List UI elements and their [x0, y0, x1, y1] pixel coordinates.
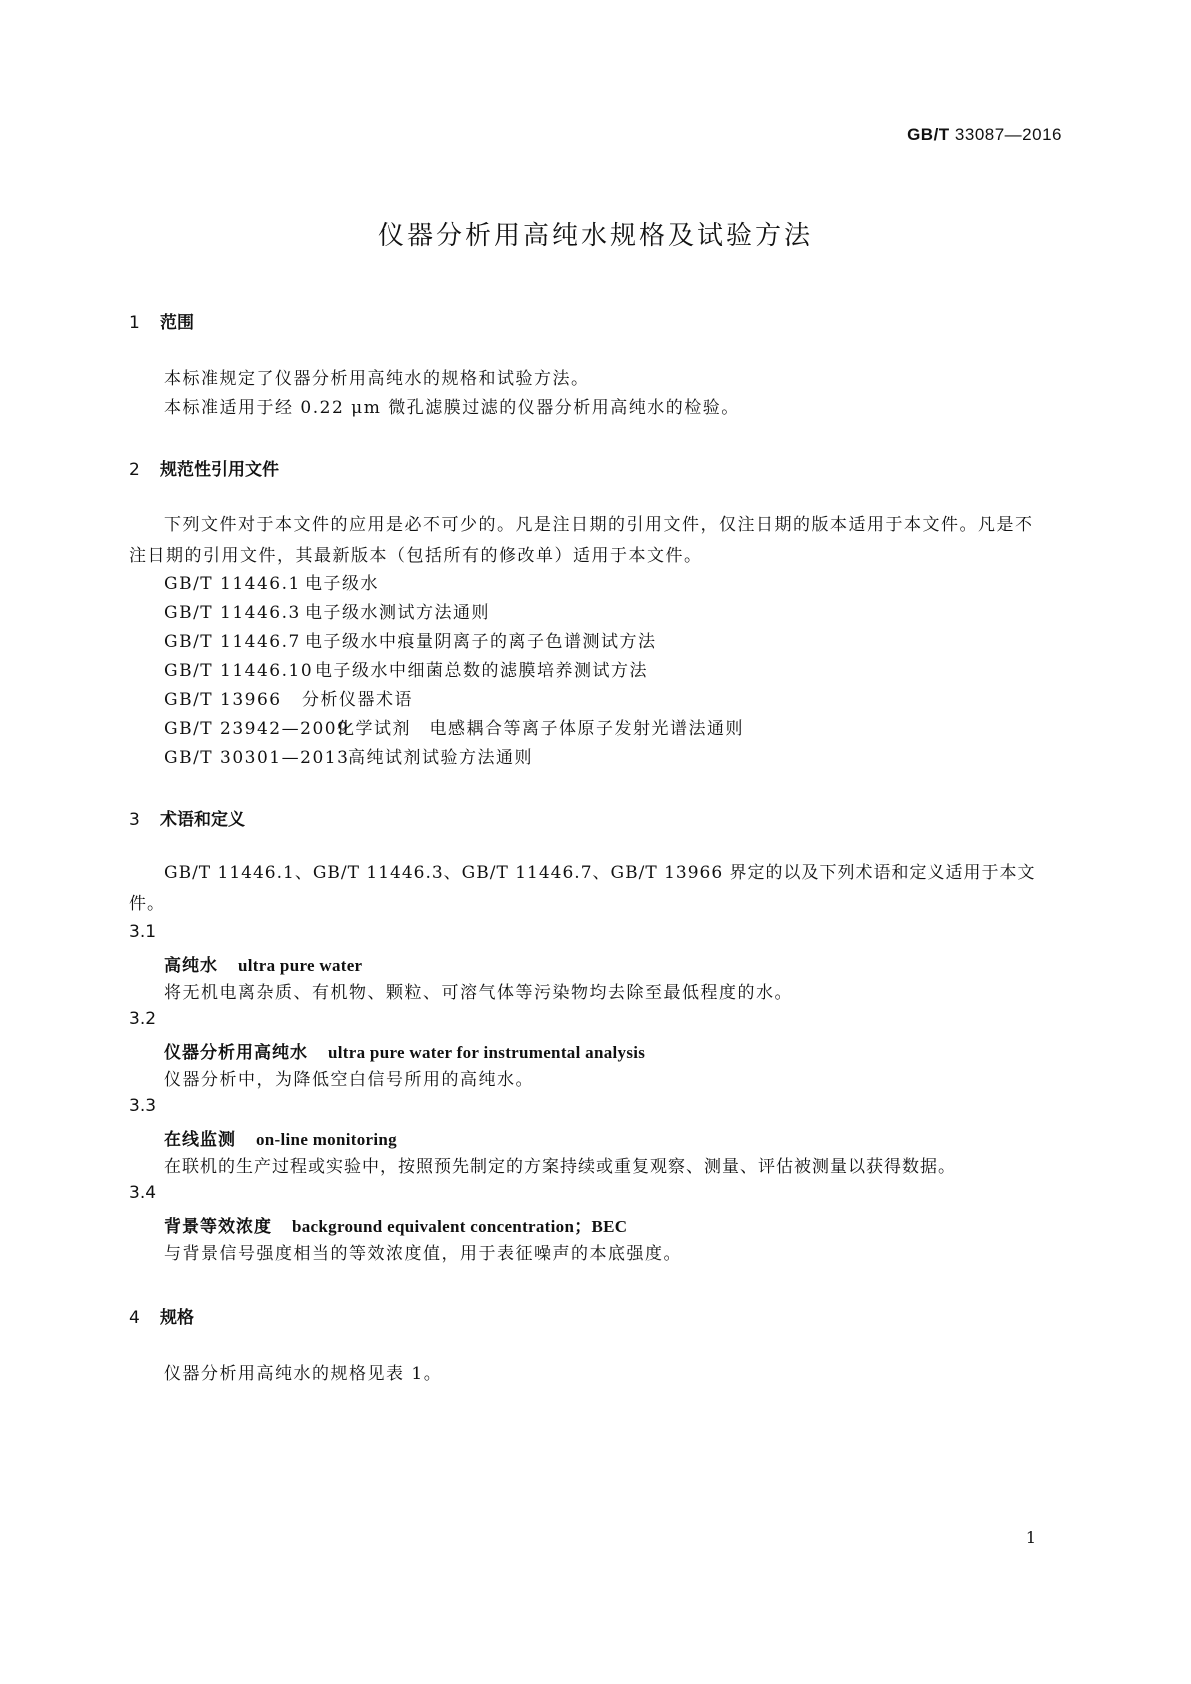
section-title: 规范性引用文件	[160, 460, 279, 480]
spec-para: 仪器分析用高纯水的规格见表 1。	[164, 1364, 443, 1384]
section-3-heading	[129, 805, 245, 830]
section-title: 术语和定义	[160, 810, 245, 830]
section-number: 2	[129, 460, 140, 480]
standard-code-number: 33087—2016	[954, 125, 1062, 144]
term-chinese: 高纯水	[164, 956, 218, 976]
reference-title: 电子级水中痕量阴离子的离子色谱测试方法	[305, 632, 657, 652]
section-number: 3	[129, 810, 140, 830]
reference-code: GB/T 11446.3	[164, 603, 301, 623]
section-number: 4	[129, 1308, 140, 1328]
reference-code: GB/T 30301—2013	[164, 748, 350, 768]
term-english: ultra pure water for instrumental analysis	[328, 1043, 646, 1062]
clause-number: 3.2	[129, 1009, 157, 1029]
term-english: background equivalent concentration；BEC	[292, 1217, 628, 1236]
scope-para-1: 本标准规定了仪器分析用高纯水的规格和试验方法。	[164, 369, 590, 389]
reference-code: GB/T 13966	[164, 690, 282, 710]
reference-code: GB/T 23942—2009	[164, 719, 350, 739]
term-english: ultra pure water	[238, 956, 363, 975]
document-title: 仪器分析用高纯水规格及试验方法	[377, 221, 813, 251]
term-definition: 将无机电离杂质、有机物、颗粒、可溶气体等污染物均去除至最低程度的水。	[164, 983, 793, 1003]
reference-title: 电子级水	[305, 574, 379, 594]
reference-title: 分析仪器术语	[302, 690, 413, 710]
reference-title: 化学试剂 电感耦合等离子体原子发射光谱法通则	[337, 719, 744, 739]
references-intro: 下列文件对于本文件的应用是必不可少的。凡是注日期的引用文件，仅注日期的版本适用于本文件。凡是不注日期的引用文件，其最新版本（包括所有的修改单）适用于本文件。	[129, 515, 1034, 566]
section-number: 1	[129, 313, 140, 333]
reference-code: GB/T 11446.7	[164, 632, 301, 652]
standard-code-prefix: GB/T	[907, 125, 950, 144]
terms-intro: GB/T 11446.1、GB/T 11446.3、GB/T 11446.7、GB/T 13966 界定的以及下列术语和定义适用于本文件。	[129, 863, 1036, 914]
clause-number: 3.1	[129, 922, 157, 942]
term-heading	[164, 1125, 397, 1150]
section-4-heading	[129, 1303, 194, 1328]
reference-title: 电子级水测试方法通则	[305, 603, 490, 623]
reference-item	[164, 627, 657, 658]
reference-item	[164, 569, 379, 600]
reference-title: 高纯试剂试验方法通则	[348, 748, 533, 768]
term-heading	[164, 1212, 627, 1237]
term-english: on-line monitoring	[256, 1130, 397, 1149]
section-title: 规格	[160, 1308, 194, 1328]
scope-para-2: 本标准适用于经 0.22 μm 微孔滤膜过滤的仪器分析用高纯水的检验。	[164, 398, 740, 418]
reference-code: GB/T 11446.10	[164, 661, 314, 681]
term-chinese: 在线监测	[164, 1130, 236, 1150]
reference-item	[164, 743, 533, 774]
standard-code	[907, 125, 1062, 145]
term-definition: 在联机的生产过程或实验中，按照预先制定的方案持续或重复观察、测量、评估被测量以获得数据。	[164, 1157, 956, 1177]
term-definition: 与背景信号强度相当的等效浓度值，用于表征噪声的本底强度。	[164, 1244, 682, 1264]
term-heading	[164, 951, 362, 976]
term-chinese: 仪器分析用高纯水	[164, 1043, 308, 1063]
term-heading	[164, 1038, 645, 1063]
reference-item	[164, 714, 744, 745]
page-number: 1	[1025, 1528, 1036, 1547]
term-chinese: 背景等效浓度	[164, 1217, 272, 1237]
section-2-heading	[129, 455, 279, 480]
reference-item	[164, 656, 648, 687]
section-title: 范围	[160, 313, 194, 333]
reference-title: 电子级水中细菌总数的滤膜培养测试方法	[315, 661, 648, 681]
term-definition: 仪器分析中，为降低空白信号所用的高纯水。	[164, 1070, 534, 1090]
section-1-heading	[129, 308, 194, 333]
reference-item	[164, 598, 490, 629]
clause-number: 3.3	[129, 1096, 157, 1116]
reference-code: GB/T 11446.1	[164, 574, 301, 594]
reference-item	[164, 685, 413, 716]
clause-number: 3.4	[129, 1183, 157, 1203]
